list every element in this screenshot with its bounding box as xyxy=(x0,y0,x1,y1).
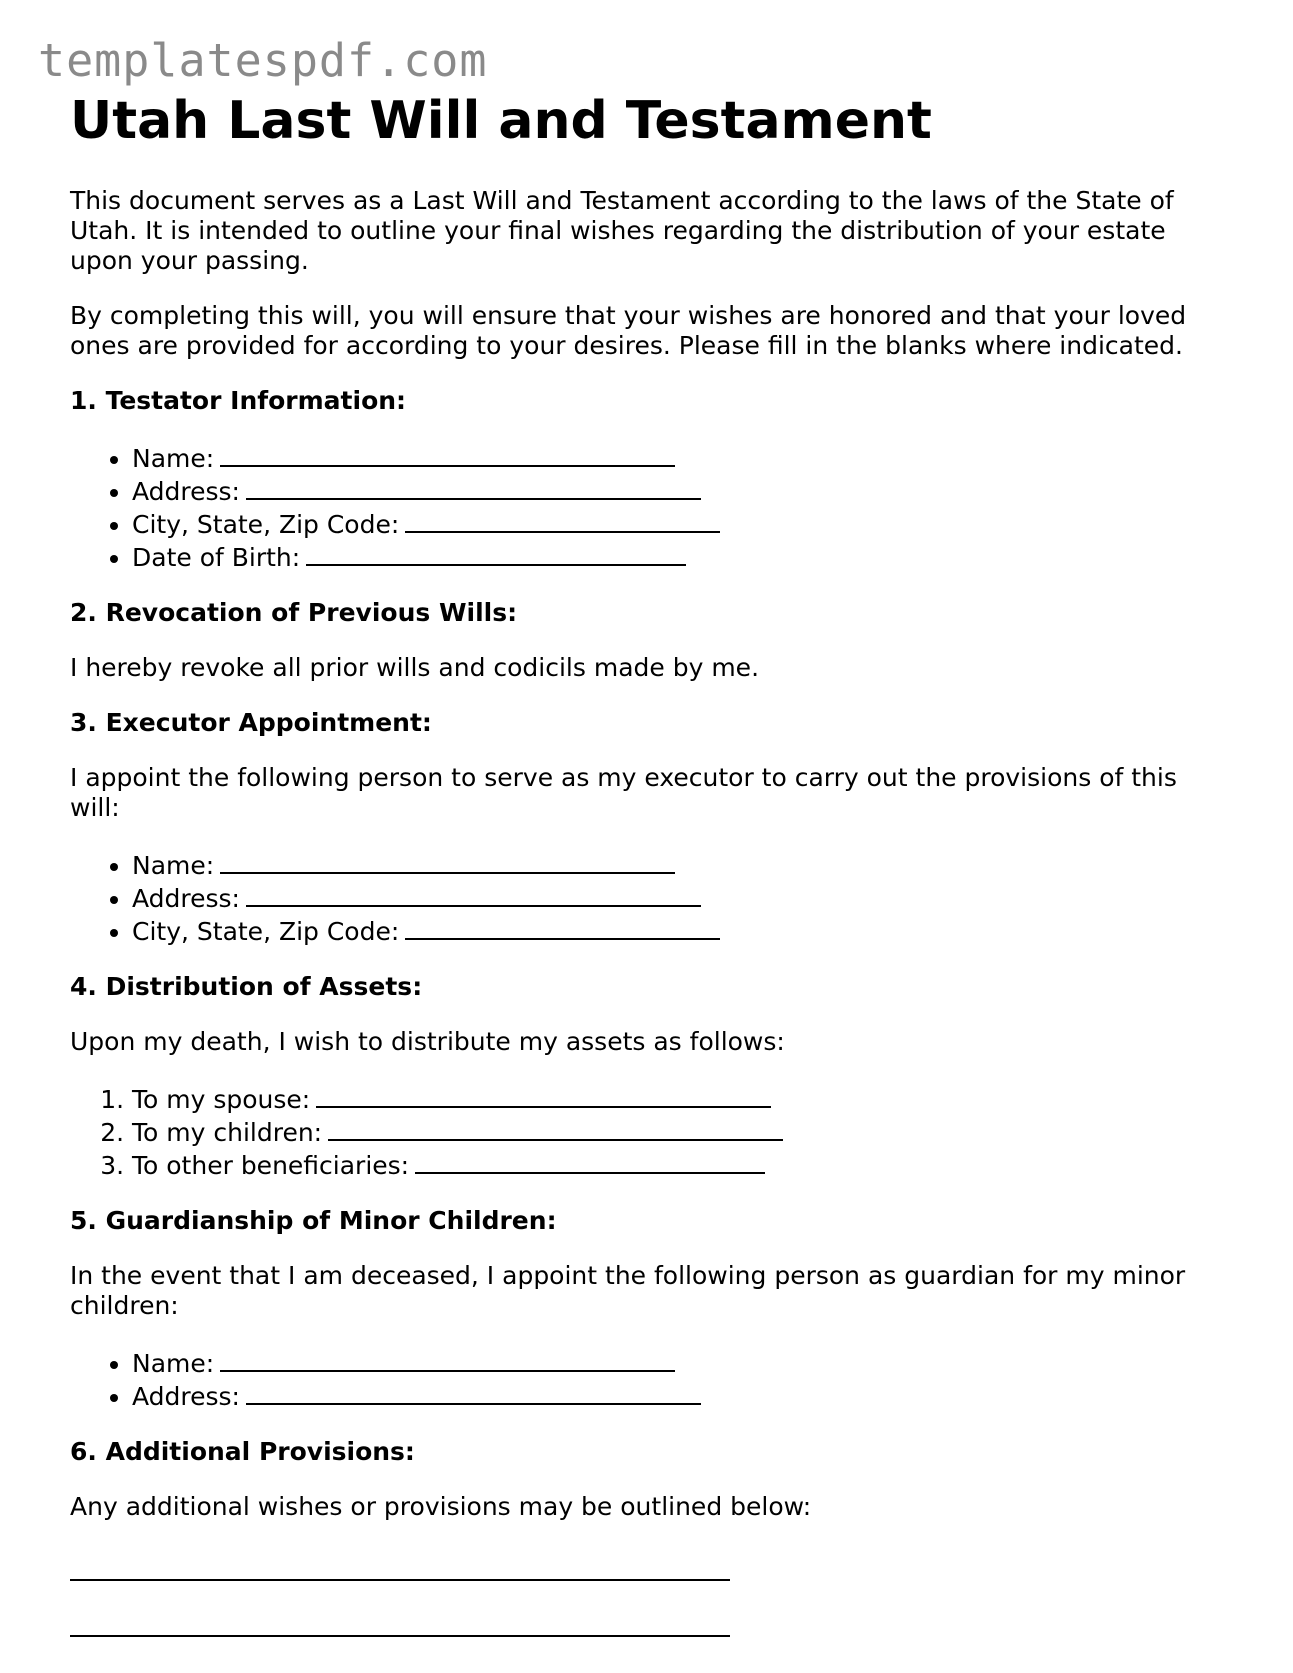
section-heading-distribution: 4. Distribution of Assets: xyxy=(70,972,423,1001)
field-label: To my spouse: xyxy=(132,1085,311,1114)
section-heading-executor: 3. Executor Appointment: xyxy=(70,708,432,737)
additional-provisions-line-1[interactable] xyxy=(70,1579,730,1581)
list-item xyxy=(132,1346,1230,1379)
testator-fields xyxy=(70,441,1230,573)
intro-paragraph-1: This document serves as a Last Will and Testament according to the laws of the State of Utah. It is intended to outline your final wishes regarding the distribution of your estate upon your passing. xyxy=(70,186,1174,275)
distribution-fields xyxy=(70,1082,1230,1181)
field-label: Address: xyxy=(132,884,240,913)
field-label: Name: xyxy=(132,444,215,473)
list-item xyxy=(132,507,1230,540)
testator-name-blank[interactable] xyxy=(220,441,675,467)
field-label: Name: xyxy=(132,851,215,880)
executor-name-blank[interactable] xyxy=(220,848,675,874)
other-beneficiaries-blank[interactable] xyxy=(415,1148,765,1174)
list-item xyxy=(132,540,1230,573)
list-item xyxy=(132,1379,1230,1412)
revocation-text: I hereby revoke all prior wills and codicils made by me. xyxy=(70,653,760,682)
executor-address-blank[interactable] xyxy=(246,881,701,907)
field-label: Name: xyxy=(132,1349,215,1378)
field-label: Address: xyxy=(132,477,240,506)
guardian-address-blank[interactable] xyxy=(246,1379,701,1405)
testator-city-state-zip-blank[interactable] xyxy=(405,507,720,533)
intro-paragraph-2: By completing this will, you will ensure that your wishes are honored and that your loved ones are provided for according to your desires. Please fill in the blanks where indicated. xyxy=(70,301,1187,360)
list-item xyxy=(132,1148,1230,1181)
field-label: Date of Birth: xyxy=(132,543,301,572)
guardianship-text: In the event that I am deceased, I appoint the following person as guardian for my minor children: xyxy=(70,1261,1186,1320)
list-item xyxy=(132,1115,1230,1148)
document-body xyxy=(70,90,1230,1637)
field-label: To other beneficiaries: xyxy=(132,1151,410,1180)
list-item xyxy=(132,881,1230,914)
field-label: City, State, Zip Code: xyxy=(132,917,400,946)
section-heading-additional: 6. Additional Provisions: xyxy=(70,1437,415,1466)
guardian-name-blank[interactable] xyxy=(220,1346,675,1372)
list-item xyxy=(132,474,1230,507)
additional-provisions-line-2[interactable] xyxy=(70,1635,730,1637)
section-heading-revocation: 2. Revocation of Previous Wills: xyxy=(70,598,518,627)
watermark: templatespdf.com xyxy=(38,34,488,87)
list-item xyxy=(132,914,1230,947)
children-blank[interactable] xyxy=(328,1115,783,1141)
distribution-text: Upon my death, I wish to distribute my assets as follows: xyxy=(70,1027,785,1056)
section-heading-guardianship: 5. Guardianship of Minor Children: xyxy=(70,1206,557,1235)
list-item xyxy=(132,848,1230,881)
field-label: Address: xyxy=(132,1382,240,1411)
executor-fields xyxy=(70,848,1230,947)
executor-city-state-zip-blank[interactable] xyxy=(405,914,720,940)
guardianship-fields xyxy=(70,1346,1230,1412)
spouse-blank[interactable] xyxy=(316,1082,771,1108)
list-item xyxy=(132,441,1230,474)
field-label: To my children: xyxy=(132,1118,323,1147)
testator-dob-blank[interactable] xyxy=(306,540,686,566)
testator-address-blank[interactable] xyxy=(246,474,701,500)
additional-text: Any additional wishes or provisions may be outlined below: xyxy=(70,1492,812,1521)
section-heading-testator: 1. Testator Information: xyxy=(70,386,407,415)
list-item xyxy=(132,1082,1230,1115)
page-title: Utah Last Will and Testament xyxy=(70,91,932,151)
field-label: City, State, Zip Code: xyxy=(132,510,400,539)
executor-text: I appoint the following person to serve as my executor to carry out the provisions of this will: xyxy=(70,763,1177,822)
